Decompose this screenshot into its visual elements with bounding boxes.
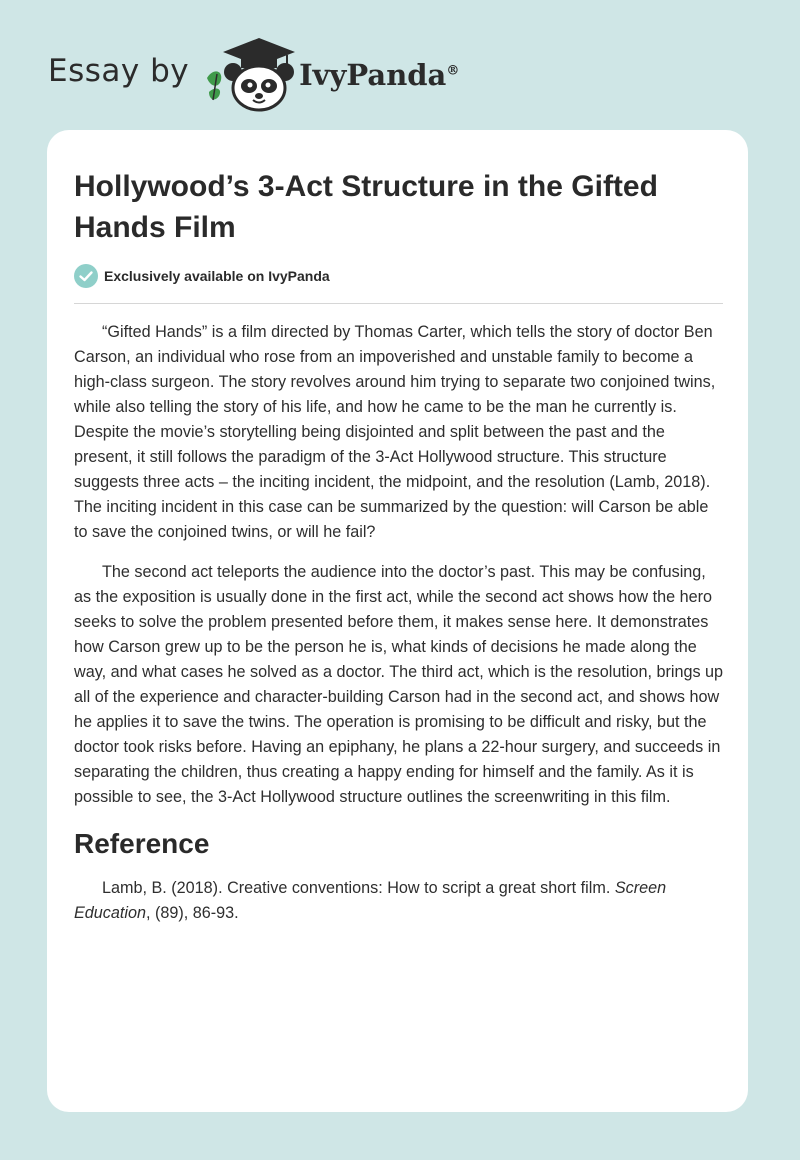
reference-journal: Screen Education [74,879,667,922]
site-header [48,34,459,114]
paragraph-2: The second act teleports the audience into the doctor’s past. This may be confusing, as the exposition is usually done in the first act, while the second act shows how the hero seeks to solve the problem presented before them, it makes sense here. It demonstrates how Carson grew up to be the person he is, what kinds of decisions he made along the way, and what cases he solved as a doctor. The third act, which is the resolution, brings up all of the experience and character-building Carson had in the second act, and shows how he applies it to save the twins. The operation is promising to be difficult and risky, but the doctor took risks before. Having an epiphany, he plans a 22-hour surgery, and succeeds in separating the children, thus creating a happy ending for himself and the family. As it is possible to see, the 3-Act Hollywood structure outlines the screenwriting in this film. [74,563,724,806]
reference-details: , (89), 86-93. [146,904,239,922]
essay-card [47,130,748,1112]
essay-by-label: Essay by [48,53,190,89]
exclusive-badge [74,264,330,288]
badge-label: Exclusively available on IvyPanda [104,268,330,284]
reference-entry [74,876,724,926]
paragraph-1: “Gifted Hands” is a film directed by Thomas Carter, which tells the story of doctor Ben Carson, an individual who rose from an impoverished and unstable family to become a high-class surgeon. The story revolves around him trying to separate two conjoined twins, while also telling the story of his life, and how he came to be the man he currently is. Despite the movie’s storytelling being disjointed and split between the past and the present, it still follows the paradigm of the 3-Act Hollywood structure. This structure suggests three acts – the inciting incident, the midpoint, and the resolution (Lamb, 2018). The inciting incident in this case can be summarized by the question: will Carson be able to save the conjoined twins, or will he fail? [74,323,716,541]
check-circle-icon [74,264,98,288]
brand-name[interactable]: IvyPanda® [299,58,460,92]
essay-body [74,320,724,926]
divider [74,303,723,304]
reference-text: Lamb, B. (2018). Creative conventions: How to script a great short film. [102,879,615,897]
reference-heading: Reference [74,828,210,859]
registered-mark: ® [446,63,460,79]
panda-graduate-icon[interactable] [203,34,295,114]
essay-title: Hollywood’s 3-Act Structure in the Gifted Hands Film [74,170,658,244]
